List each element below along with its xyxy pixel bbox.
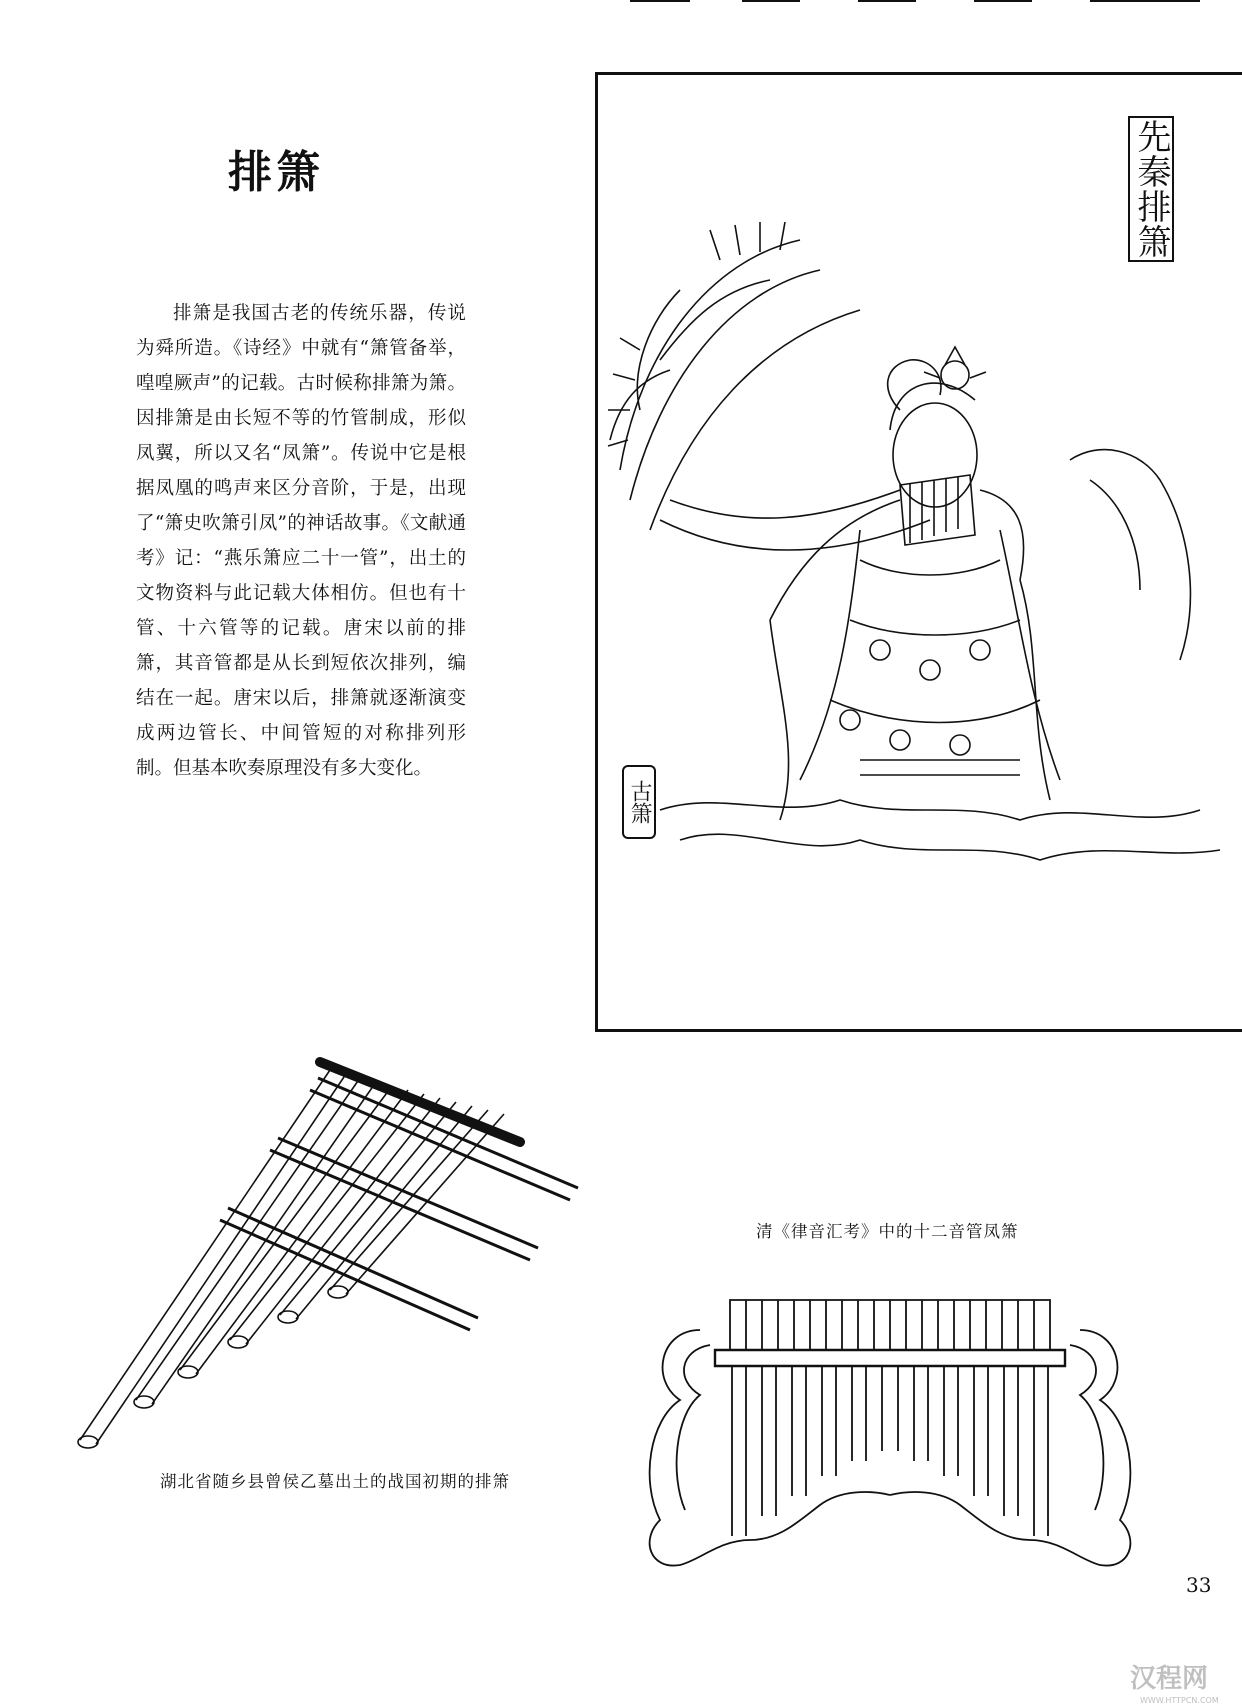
top-rule bbox=[974, 0, 1032, 2]
top-rule bbox=[1090, 0, 1200, 2]
watermark-logo: 汉程网 bbox=[1130, 1664, 1209, 1694]
top-rule bbox=[858, 0, 916, 2]
page-number: 33 bbox=[1186, 1573, 1212, 1597]
caption-qing-fengxiao: 清《律音汇考》中的十二音管凤箫 bbox=[756, 1222, 1019, 1241]
unearthed-paixiao-drawing bbox=[70, 1050, 590, 1460]
page-title: 排箫 bbox=[228, 147, 324, 198]
artist-seal: 古箫 bbox=[622, 765, 656, 839]
musician-illustration bbox=[600, 200, 1240, 950]
intro-paragraph: 排箫是我国古老的传统乐器，传说为舜所造。《诗经》中就有“箫管备举，喤喤厥声”的记载。古时候称排箫为箫。因排箫是由长短不等的竹管制成，形似凤翼，所以又名“凤箫”。传说中它是根据凤凰的鸣声来区分音阶，于是，出现了“箫史吹箫引凤”的神话故事。《文献通考》记：“燕乐箫应二十一管”，出土的文物资料与此记载大体相仿。但也有十管、十六管等的记载。唐宋以前的排箫，其音管都是从长到短依次排列，编结在一起。唐宋以后，排箫就逐渐演变成两边管长、中间管短的对称排列形制。但基本吹奏原理没有多大变化。 bbox=[136, 303, 466, 779]
top-rule bbox=[630, 0, 690, 2]
watermark-url: WWW.HTTPCN.COM bbox=[1140, 1696, 1219, 1705]
qing-fengxiao-drawing bbox=[640, 1290, 1140, 1580]
caption-unearthed-paixiao: 湖北省随乡县曾侯乙墓出土的战国初期的排箫 bbox=[160, 1472, 510, 1491]
top-rule bbox=[742, 0, 800, 2]
illustration-title: 先秦排箫 bbox=[1128, 116, 1174, 262]
